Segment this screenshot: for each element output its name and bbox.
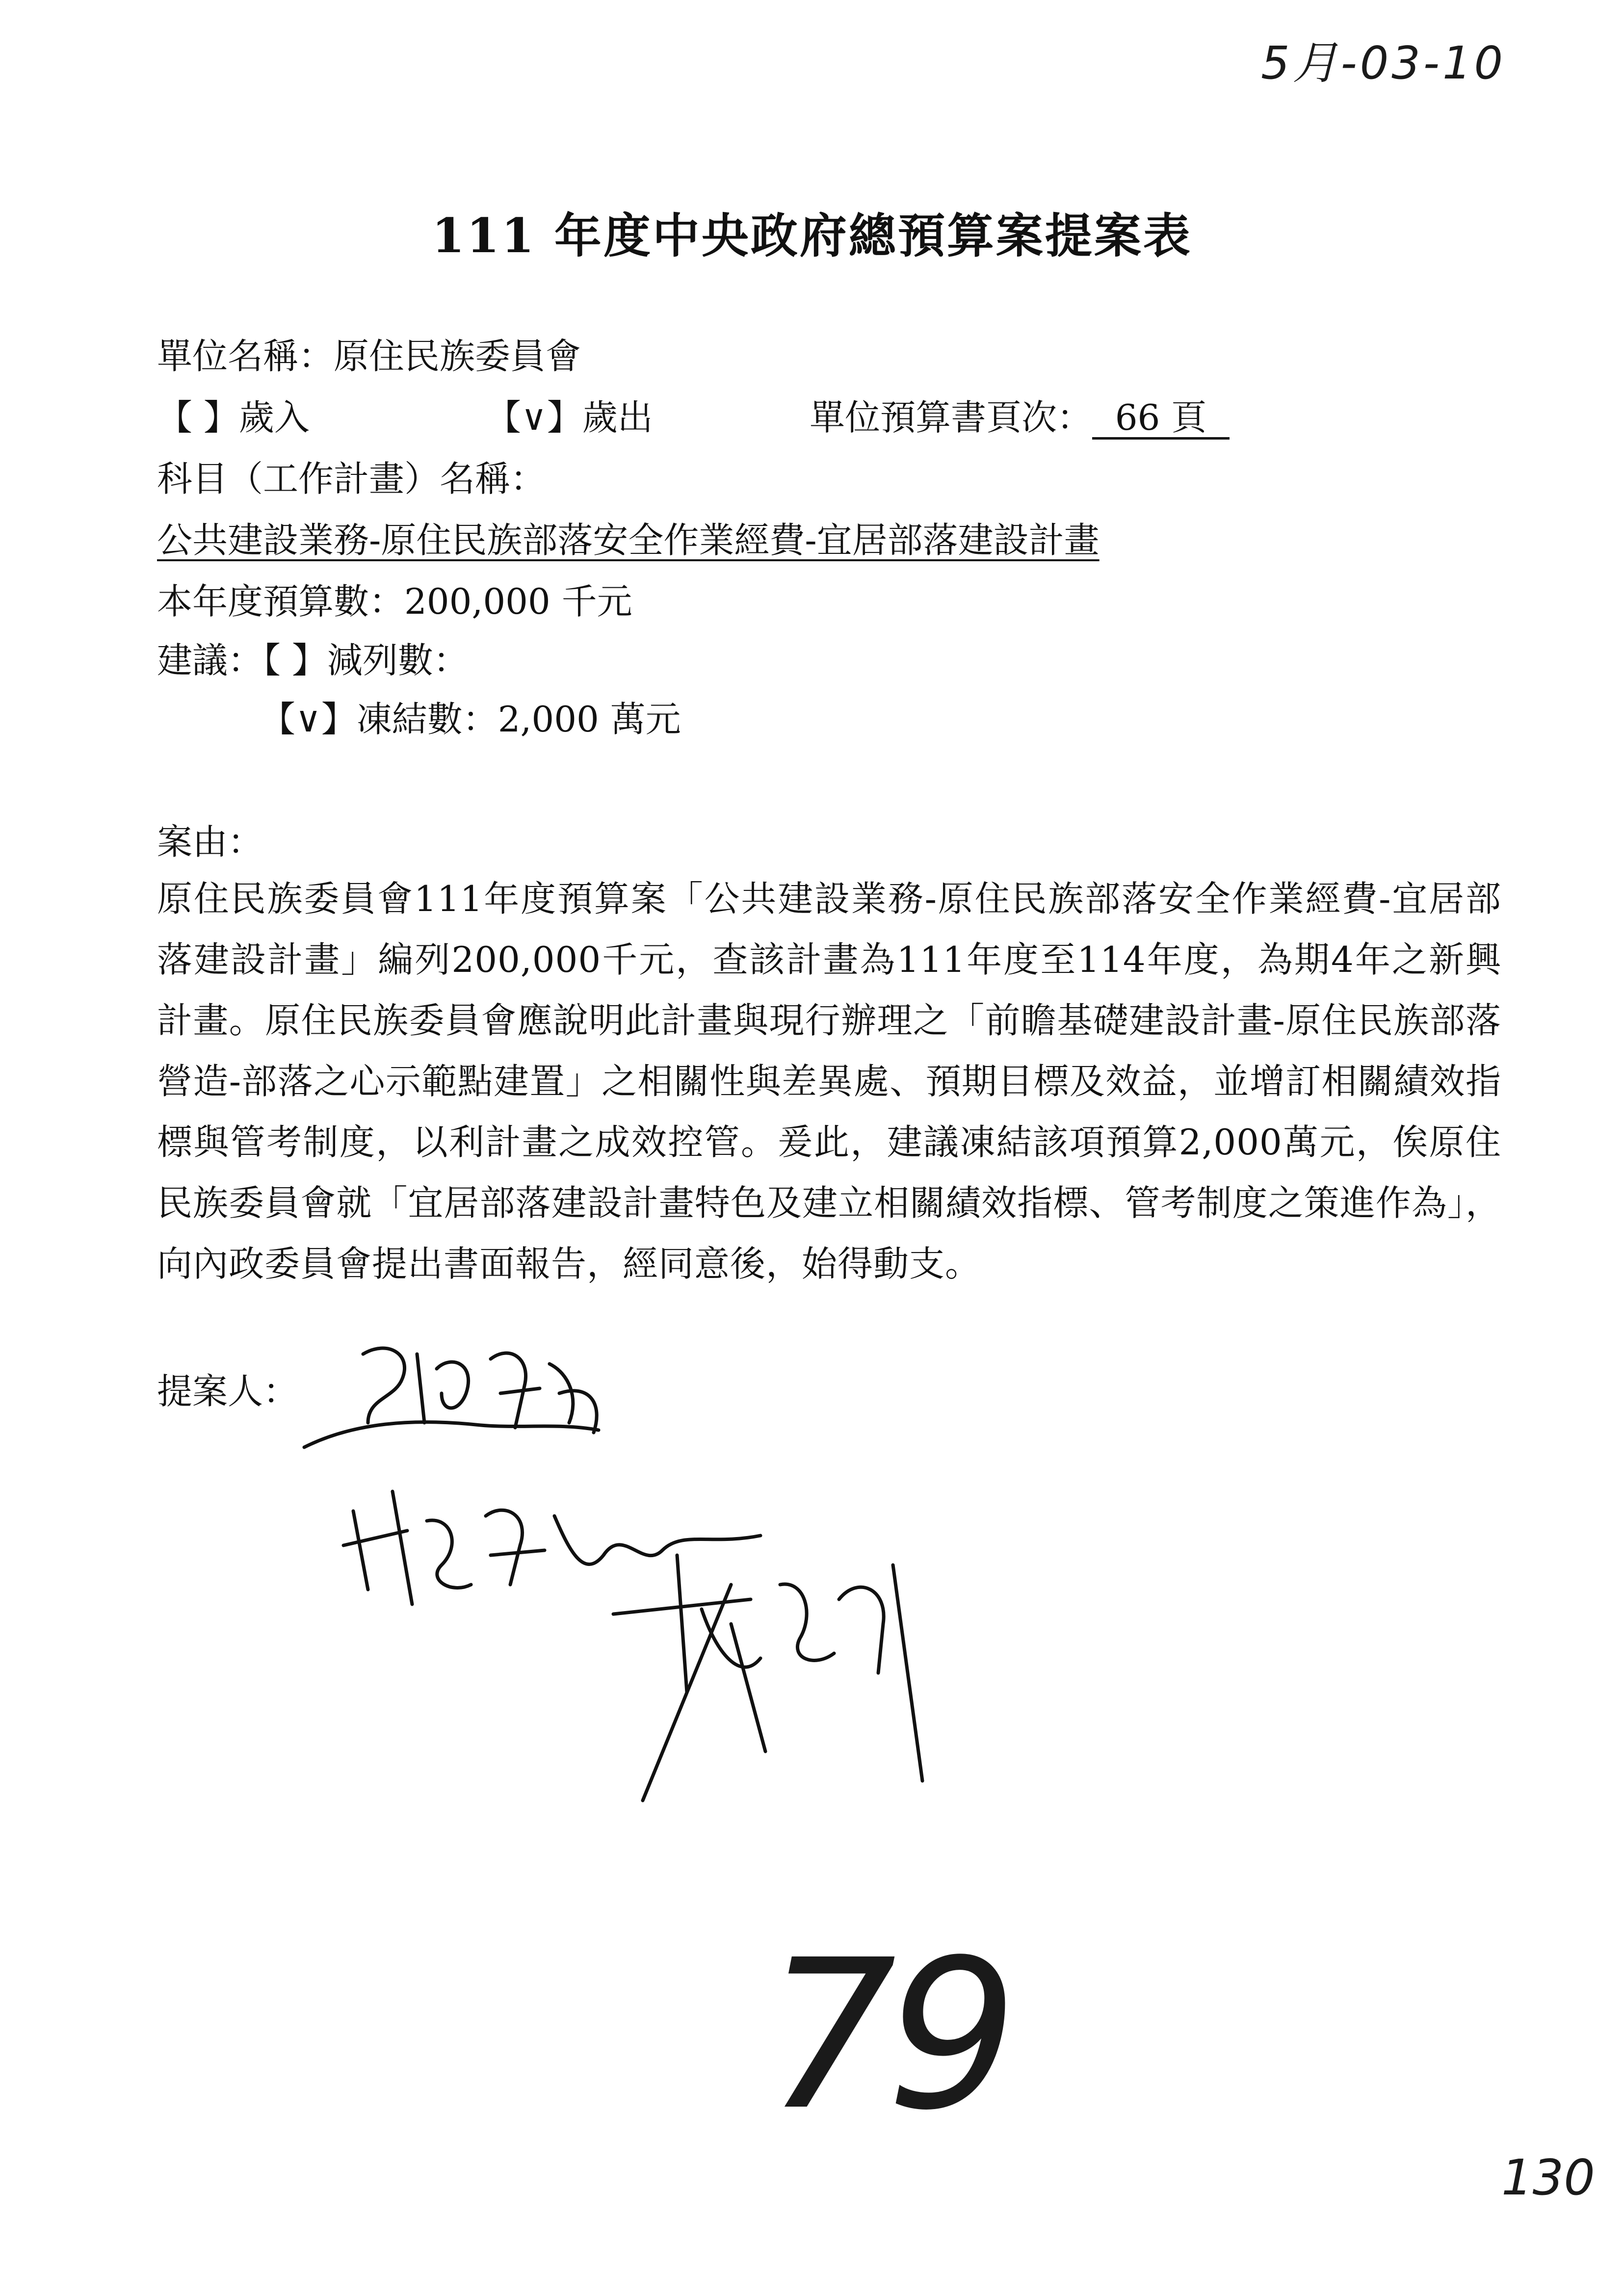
- budget-page-row: [810, 397, 1230, 440]
- reason-paragraph: 原住民族委員會111年度預算案「公共建設業務-原住民族部落安全作業經費-宜居部落建設計畫」編列200,000千元，查該計畫為111年度至114年度，為期4年之新興計畫。原住民族委員會應說明此計畫與現行辦理之「前瞻基礎建設計畫-原住民族部落營造-部落之心示範點建置」之相關性與差異處、預期目標及效益，並增訂相關績效指標與管考制度，以利計畫之成效控管。爰此，建議凍結該項預算2,000萬元，俟原住民族委員會就「宜居部落建設計畫特色及建立相關績效指標、管考制度之策進作為」，向內政委員會提出書面報告，經同意後，始得動支。: [157, 878, 1501, 1284]
- signature-3: [603, 1545, 947, 1820]
- budget-amount: 本年度預算數：200,000 千元: [157, 581, 632, 622]
- expense-checkbox-label: 【∨】歲出: [486, 397, 653, 438]
- budget-page-value: 66 頁: [1092, 400, 1230, 440]
- proposer-label: 提案人：: [157, 1371, 299, 1412]
- unit-name: 單位名稱：原住民族委員會: [157, 336, 581, 377]
- revenue-checkbox-label: 【 】歲入: [157, 397, 310, 438]
- handwritten-page-number: 130: [1501, 2149, 1595, 2206]
- handwritten-proposal-number: 79: [765, 1916, 1008, 2156]
- suggestion-reduce: 建議：【 】減列數：: [157, 640, 469, 681]
- handwritten-date: 5月-03-10: [1261, 37, 1506, 89]
- signature-1: [294, 1325, 638, 1472]
- subject-value: 公共建設業務-原住民族部落安全作業經費-宜居部落建設計畫: [157, 520, 1100, 561]
- page-title: 111 年度中央政府總預算案提案表: [432, 208, 1192, 263]
- suggestion-freeze: 【∨】凍結數：2,000 萬元: [260, 699, 681, 740]
- reason-label: 案由：: [157, 821, 263, 862]
- budget-page-label: 單位預算書頁次：: [810, 397, 1093, 438]
- subject-label: 科目（工作計畫）名稱：: [157, 458, 546, 499]
